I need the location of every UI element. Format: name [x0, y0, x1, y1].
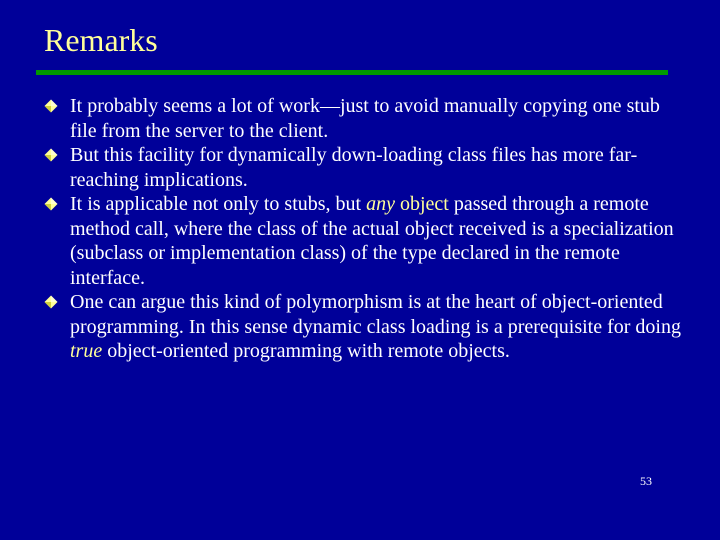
list-item — [44, 143, 684, 192]
text-run: It is applicable not only to stubs, but — [70, 193, 367, 215]
text-run: One can argue this kind of polymorphism is at the heart of object-oriented programming. In this sense dynamic class loading is a prerequisite for doing — [70, 291, 681, 338]
emphasized-text: true — [70, 340, 103, 362]
bullet-text — [70, 192, 684, 290]
diamond-bullet-icon — [44, 94, 70, 119]
text-run: object-oriented programming with remote objects. — [102, 340, 510, 362]
text-run: passed through a remote method call, where the class of the actual object received is a specialization (subclass or implementation class) of the type declared in the remote interface. — [70, 193, 674, 289]
diamond-bullet-icon — [44, 192, 70, 217]
bullet-text — [70, 290, 684, 364]
highlighted-text: object — [399, 193, 449, 215]
page-title: Remarks — [44, 22, 158, 58]
diamond-bullet-icon — [44, 290, 70, 315]
bullet-text — [70, 94, 684, 143]
bullet-list — [44, 94, 684, 364]
bullet-text — [70, 143, 684, 192]
title-divider — [36, 70, 668, 75]
list-item — [44, 290, 684, 364]
list-item — [44, 94, 684, 143]
list-item — [44, 192, 684, 290]
text-run: It probably seems a lot of work—just to avoid manually copying one stub file from the server to the client. — [70, 95, 660, 142]
text-run: But this facility for dynamically down-loading class files has more far-reaching implications. — [70, 144, 638, 191]
diamond-bullet-icon — [44, 143, 70, 168]
emphasized-text: any — [366, 193, 395, 215]
slide-number: 53 — [640, 474, 652, 488]
